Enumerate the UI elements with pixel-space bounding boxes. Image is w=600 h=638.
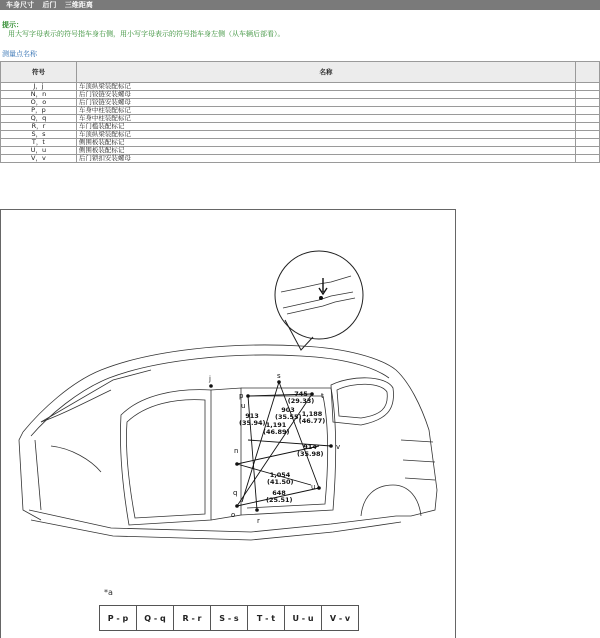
extra-cell: [576, 91, 600, 99]
dim-header-pp: P - p: [100, 606, 137, 631]
point-n: n: [234, 447, 239, 455]
extra-cell: [576, 147, 600, 155]
extra-cell: [576, 139, 600, 147]
section-title: 测量点名称: [2, 50, 37, 58]
body-dimension-figure: [0, 209, 456, 638]
header-name: 名称: [76, 62, 575, 83]
symbol-cell: V，v: [1, 155, 77, 163]
dim-header-ss: S - s: [211, 606, 248, 631]
extra-cell: [576, 155, 600, 163]
point-u: u: [311, 483, 316, 491]
symbol-cell: Q，q: [1, 115, 77, 123]
header-symbol: 符号: [1, 62, 77, 83]
title-item-3: 三维距离: [64, 1, 93, 9]
header-extra: [576, 62, 600, 83]
point-v: v: [336, 443, 341, 451]
name-cell: 车顶纵梁装配标记: [76, 83, 575, 91]
point-s: s: [277, 372, 281, 380]
dim-903: 903 (35.55): [275, 406, 302, 421]
point-j: j: [209, 375, 211, 383]
extra-cell: [576, 99, 600, 107]
symbol-cell: U，u: [1, 147, 77, 155]
dim-header-vv: V - v: [322, 606, 359, 631]
name-cell: 后门锁扣安装螺母: [76, 155, 575, 163]
dim-913: 913 (35.94): [239, 412, 266, 427]
symbol-cell: J，j: [1, 83, 77, 91]
symbol-cell: S，s: [1, 131, 77, 139]
symbol-cell: R，r: [1, 123, 77, 131]
dim-header-uu: U - u: [285, 606, 322, 631]
name-cell: 侧围板装配标记: [76, 139, 575, 147]
symbol-cell: O，o: [1, 99, 77, 107]
name-cell: 车顶纵梁装配标记: [76, 131, 575, 139]
name-cell: 侧围板装配标记: [76, 147, 575, 155]
hint-text: 用大写字母表示的符号指车身右侧，用小写字母表示的符号指车身左侧（从车辆后部看）。: [8, 30, 285, 38]
extra-cell: [576, 123, 600, 131]
point-t: t: [321, 392, 324, 400]
dimension-table: [99, 605, 359, 631]
name-cell: 后门铰链安装螺母: [76, 91, 575, 99]
title-item-2: 后门: [42, 1, 57, 9]
dim-1191: 1,191 (46.89): [263, 421, 290, 436]
dim-header-rr: R - r: [174, 606, 211, 631]
symbol-cell: T，t: [1, 139, 77, 147]
callout-a-label: *a: [104, 588, 113, 597]
page-title-bar: [0, 0, 600, 10]
title-item-1: 车身尺寸: [6, 1, 34, 9]
dim-header-qq: Q - q: [137, 606, 174, 631]
dim-745: 745 (29.33): [287, 390, 315, 405]
dim-1054: 1,054 (41.50): [267, 471, 294, 486]
dim-914: 914 (35.98): [297, 443, 324, 458]
point-p: p: [239, 392, 244, 400]
table-row: [1, 155, 600, 163]
point-u-top: u: [241, 402, 246, 410]
dim-648: 648 (25.51): [266, 489, 293, 504]
vehicle-body-illustration: [1, 210, 457, 638]
extra-cell: [576, 107, 600, 115]
name-cell: 后门铰链安装螺母: [76, 99, 575, 107]
symbol-cell: N，n: [1, 91, 77, 99]
point-r: r: [257, 517, 260, 525]
measuring-points-table: [0, 61, 600, 163]
name-cell: 车门槛装配标记: [76, 123, 575, 131]
name-cell: 车身中柱装配标记: [76, 115, 575, 123]
extra-cell: [576, 83, 600, 91]
point-q: q: [233, 489, 238, 497]
dim-1188: 1,188 (46.77): [298, 410, 326, 425]
symbol-cell: P，p: [1, 107, 77, 115]
point-o: o: [231, 511, 236, 519]
dim-header-tt: T - t: [248, 606, 285, 631]
name-cell: 车身中柱装配标记: [76, 107, 575, 115]
extra-cell: [576, 115, 600, 123]
extra-cell: [576, 131, 600, 139]
hint-title: 提示：: [2, 21, 23, 29]
